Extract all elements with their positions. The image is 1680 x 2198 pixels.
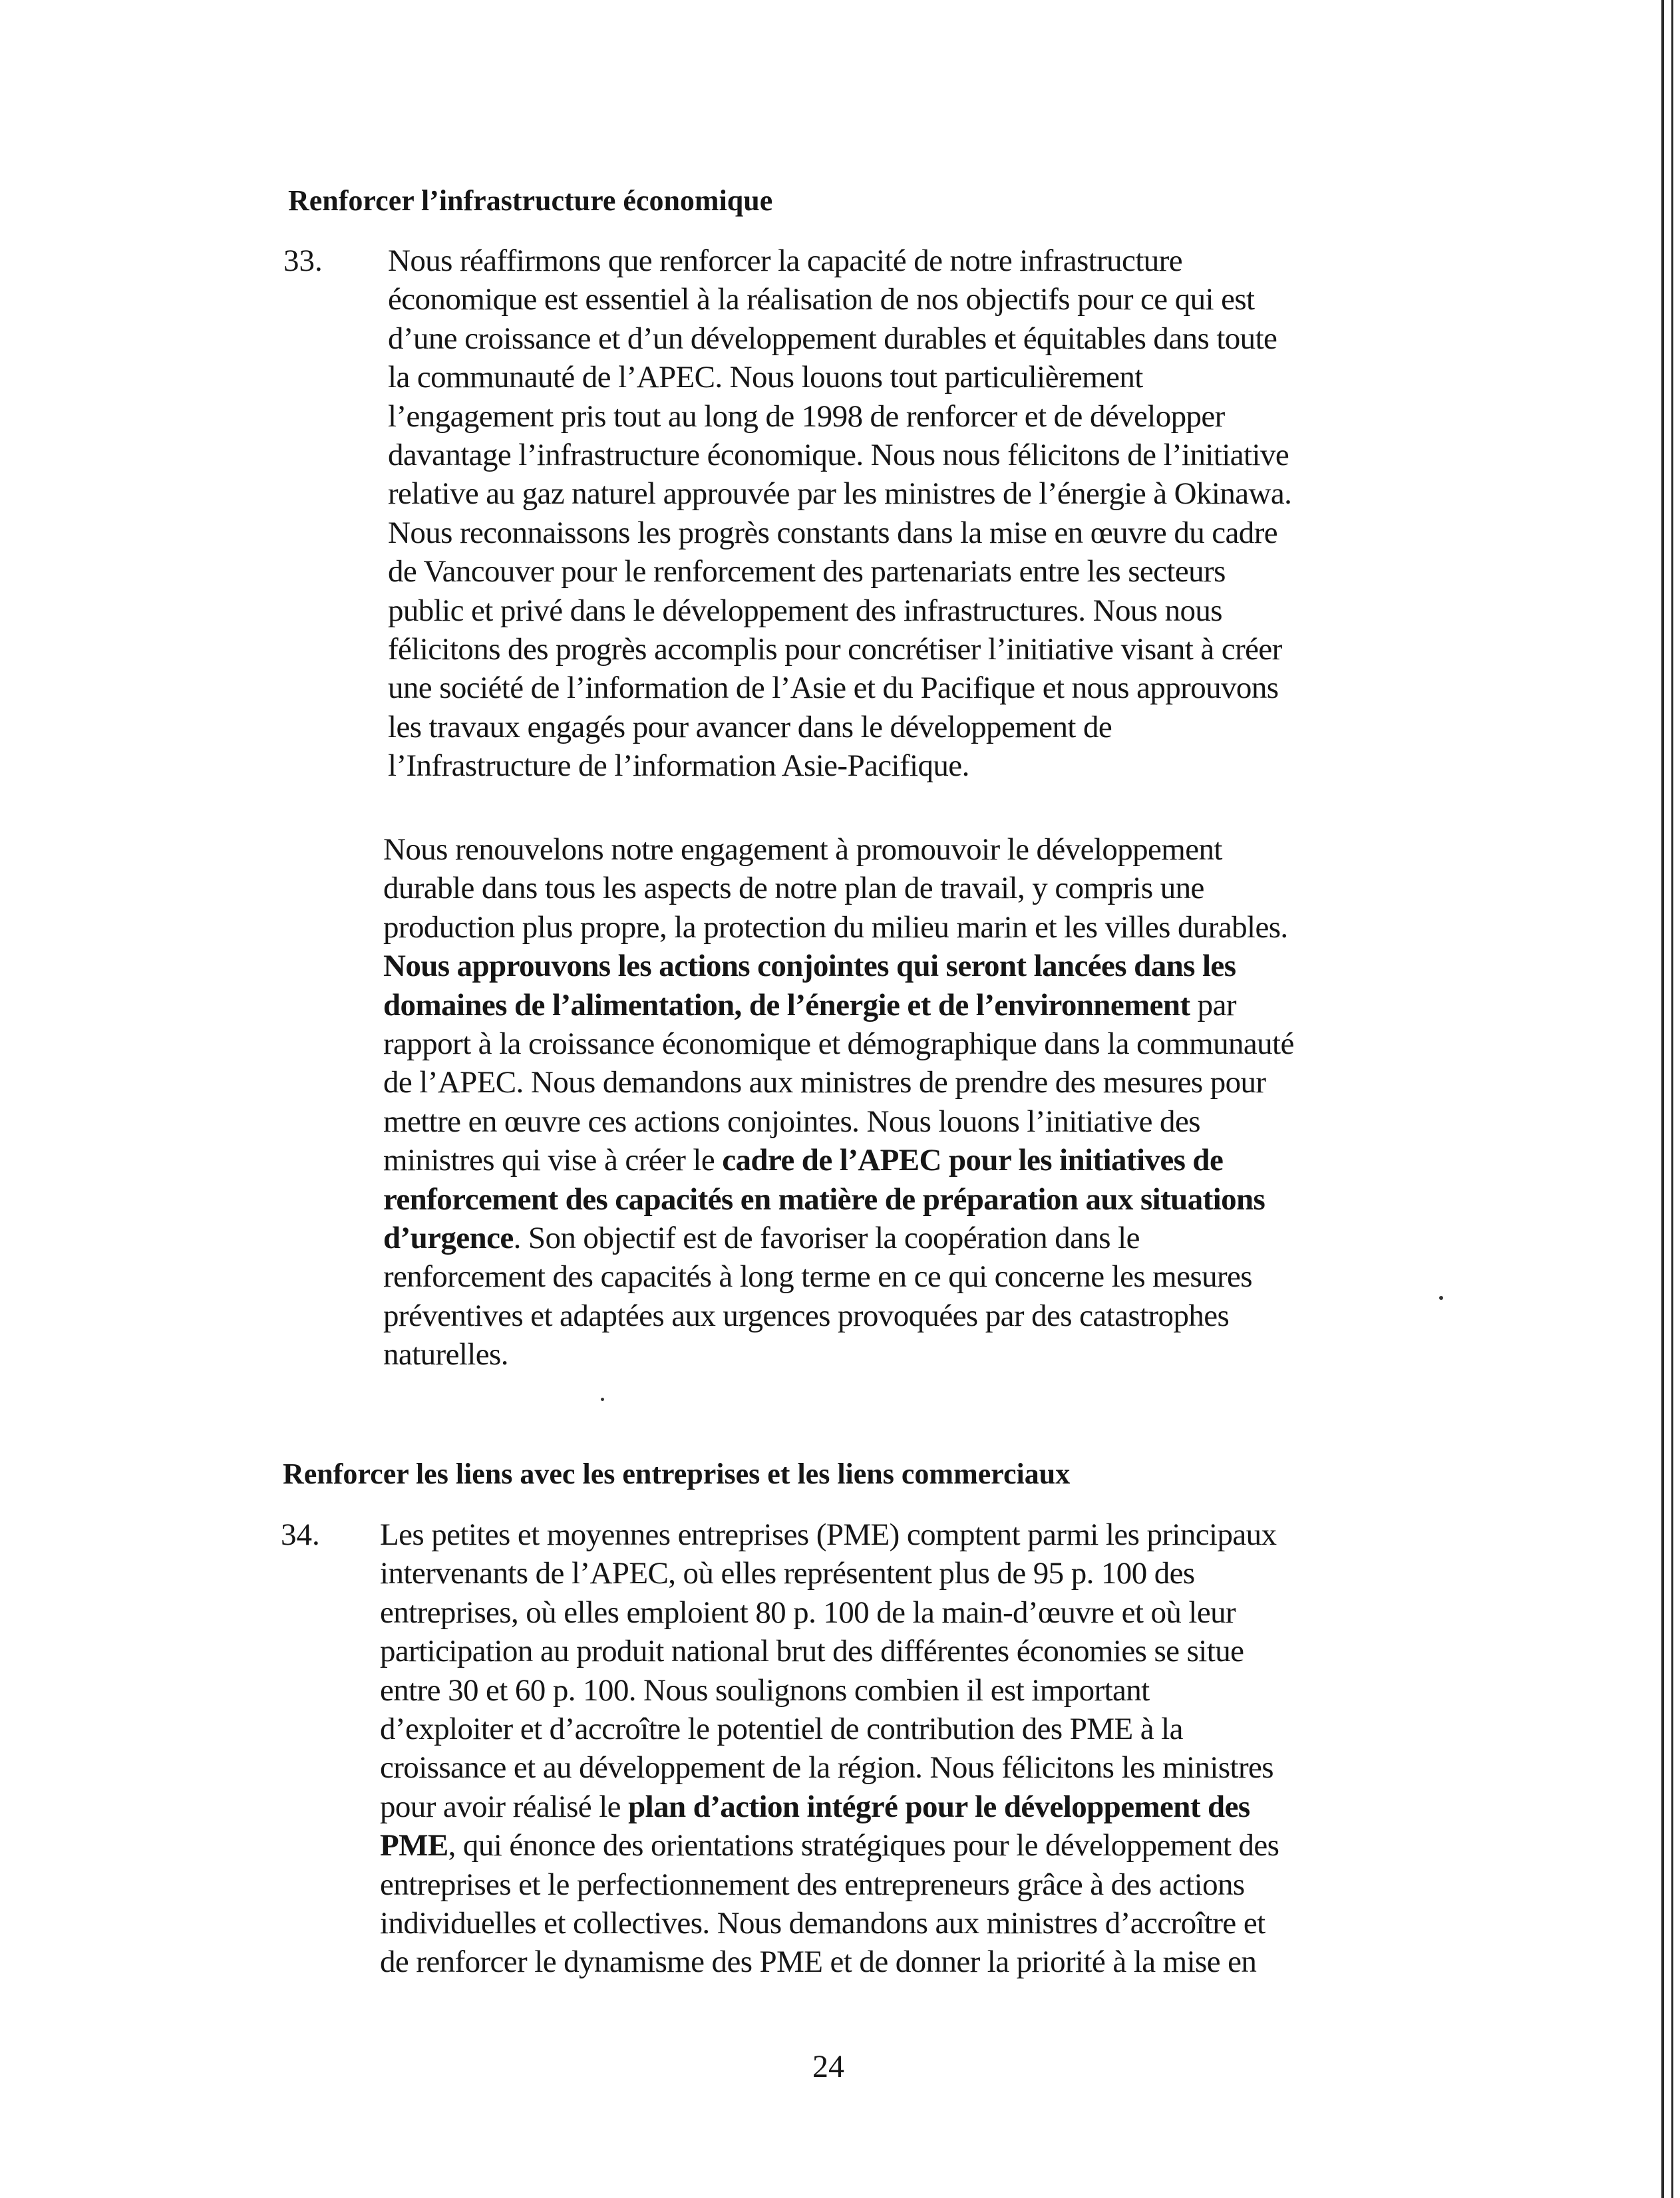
bold-text-run: renforcement des capacités en matière de préparation aux situations xyxy=(383,1181,1265,1217)
text-run: une société de l’information de l’Asie et du Pacifique et nous approuvons xyxy=(388,671,1279,706)
text-line xyxy=(388,669,1291,707)
bold-text-run: plan d’action intégré pour le développement des xyxy=(628,1789,1250,1824)
text-run: entreprises et le perfectionnement des entrepreneurs grâce à des actions xyxy=(380,1867,1245,1902)
text-run: Nous renouvelons notre engagement à promouvoir le développement xyxy=(383,832,1222,867)
text-line xyxy=(388,436,1291,474)
text-line xyxy=(388,280,1291,319)
text-line xyxy=(383,1335,1294,1374)
text-line xyxy=(383,869,1294,907)
text-line xyxy=(383,1141,1294,1179)
text-run: ministres qui vise à créer le xyxy=(383,1143,723,1178)
paragraph-33-part-2 xyxy=(383,830,1294,1374)
text-run: production plus propre, la protection du milieu marin et les villes durables. xyxy=(383,909,1288,945)
text-run: Nous réaffirmons que renforcer la capacité de notre infrastructure xyxy=(388,243,1182,278)
text-line xyxy=(388,241,1291,280)
text-run: pour avoir réalisé le xyxy=(380,1789,629,1824)
text-line xyxy=(380,1943,1279,1981)
text-line xyxy=(383,947,1294,985)
text-run: entreprises, où elles emploient 80 p. 100 de la main-d’œuvre et où leur xyxy=(380,1595,1236,1630)
paragraph-number-33: 33. xyxy=(283,243,323,278)
text-run: croissance et au développement de la région. Nous félicitons les ministres xyxy=(380,1750,1273,1786)
text-line xyxy=(388,552,1291,591)
text-run: d’exploiter et d’accroître le potentiel de contribution des PME à la xyxy=(380,1712,1183,1747)
text-run: de Vancouver pour le renforcement des partenariats entre les secteurs xyxy=(388,554,1226,589)
text-run: les travaux engagés pour avancer dans le développement de xyxy=(388,709,1112,744)
text-line xyxy=(383,1102,1294,1141)
text-line xyxy=(383,1219,1294,1257)
section-heading-business-links: Renforcer les liens avec les entreprises et les liens commerciaux xyxy=(283,1458,1071,1490)
text-line xyxy=(388,708,1291,746)
text-run: préventives et adaptées aux urgences provoquées par des catastrophes xyxy=(383,1298,1230,1333)
section-heading-infrastructure: Renforcer l’infrastructure économique xyxy=(288,184,773,217)
text-run: l’Infrastructure de l’information Asie-Pacifique. xyxy=(388,748,969,784)
text-run: d’une croissance et d’un développement durables et équitables dans toute xyxy=(388,321,1277,356)
text-line xyxy=(380,1671,1279,1710)
text-line xyxy=(380,1748,1279,1787)
text-line xyxy=(380,1865,1279,1904)
bold-text-run: Nous approuvons les actions conjointes qui seront lancées dans les xyxy=(383,949,1236,984)
bold-text-run: cadre de l’APEC pour les initiatives de xyxy=(722,1143,1224,1178)
text-run: économique est essentiel à la réalisation de nos objectifs pour ce qui est xyxy=(388,282,1255,317)
text-line xyxy=(388,630,1291,669)
text-run: par xyxy=(1190,987,1236,1022)
text-line xyxy=(388,746,1291,785)
text-run: individuelles et collectives. Nous demandons aux ministres d’accroître et xyxy=(380,1906,1265,1941)
paragraph-number-34: 34. xyxy=(281,1517,320,1552)
text-line xyxy=(383,1063,1294,1102)
text-line xyxy=(388,591,1291,630)
text-run: entre 30 et 60 p. 100. Nous soulignons combien il est important xyxy=(380,1672,1150,1708)
text-run: de l’APEC. Nous demandons aux ministres de prendre des mesures pour xyxy=(383,1065,1266,1100)
text-run: participation au produit national brut des différentes économies se situe xyxy=(380,1634,1244,1669)
text-line xyxy=(388,397,1291,436)
text-line xyxy=(380,1554,1279,1593)
text-line xyxy=(383,908,1294,947)
text-line xyxy=(383,1024,1294,1063)
text-run: Les petites et moyennes entreprises (PME) comptent parmi les principaux xyxy=(380,1517,1277,1552)
text-run: naturelles. xyxy=(383,1337,508,1372)
text-line xyxy=(383,1257,1294,1296)
text-line xyxy=(380,1904,1279,1943)
text-run: davantage l’infrastructure économique. Nous nous félicitons de l’initiative xyxy=(388,438,1289,473)
text-line xyxy=(380,1710,1279,1748)
text-run: félicitons des progrès accomplis pour concrétiser l’initiative visant à créer xyxy=(388,632,1282,667)
scan-edge-line xyxy=(1661,0,1664,2198)
text-line xyxy=(383,830,1294,869)
bold-text-run: domaines de l’alimentation, de l’énergie et de l’environnement xyxy=(383,987,1190,1022)
text-run: durable dans tous les aspects de notre plan de travail, y compris une xyxy=(383,871,1204,906)
text-line xyxy=(388,474,1291,513)
text-run: intervenants de l’APEC, où elles représentent plus de 95 p. 100 des xyxy=(380,1556,1195,1591)
text-line xyxy=(388,319,1291,358)
paragraph-33-part-1 xyxy=(388,241,1291,786)
text-run: , qui énonce des orientations stratégiques pour le développement des xyxy=(448,1828,1279,1863)
text-run: public et privé dans le développement des infrastructures. Nous nous xyxy=(388,593,1222,628)
text-run: l’engagement pris tout au long de 1998 de renforcer et de développer xyxy=(388,398,1225,434)
scan-speck xyxy=(601,1398,604,1401)
bold-text-run: d’urgence xyxy=(383,1221,514,1256)
text-run: mettre en œuvre ces actions conjointes. Nous louons l’initiative des xyxy=(383,1104,1200,1139)
text-line xyxy=(383,1297,1294,1335)
text-run: . Son objectif est de favoriser la coopération dans le xyxy=(513,1221,1140,1256)
text-line xyxy=(383,1180,1294,1219)
text-run: de renforcer le dynamisme des PME et de donner la priorité à la mise en xyxy=(380,1945,1257,1980)
text-run: rapport à la croissance économique et démographique dans la communauté xyxy=(383,1026,1294,1062)
text-line xyxy=(380,1788,1279,1826)
text-run: relative au gaz naturel approuvée par les ministres de l’énergie à Okinawa. xyxy=(388,476,1292,512)
text-line xyxy=(388,358,1291,396)
scan-speck xyxy=(1439,1296,1443,1300)
text-run: la communauté de l’APEC. Nous louons tout particulièrement xyxy=(388,360,1143,395)
scan-edge-line xyxy=(1671,0,1673,2198)
page-number: 24 xyxy=(812,2049,844,2084)
bold-text-run: PME xyxy=(380,1828,448,1863)
paragraph-34 xyxy=(380,1515,1279,1982)
text-run: renforcement des capacités à long terme en ce qui concerne les mesures xyxy=(383,1259,1252,1295)
text-line xyxy=(380,1593,1279,1632)
text-line xyxy=(383,986,1294,1024)
text-run: Nous reconnaissons les progrès constants dans la mise en œuvre du cadre xyxy=(388,515,1278,550)
text-line xyxy=(380,1632,1279,1670)
text-line xyxy=(388,514,1291,552)
text-line xyxy=(380,1826,1279,1865)
text-line xyxy=(380,1515,1279,1554)
